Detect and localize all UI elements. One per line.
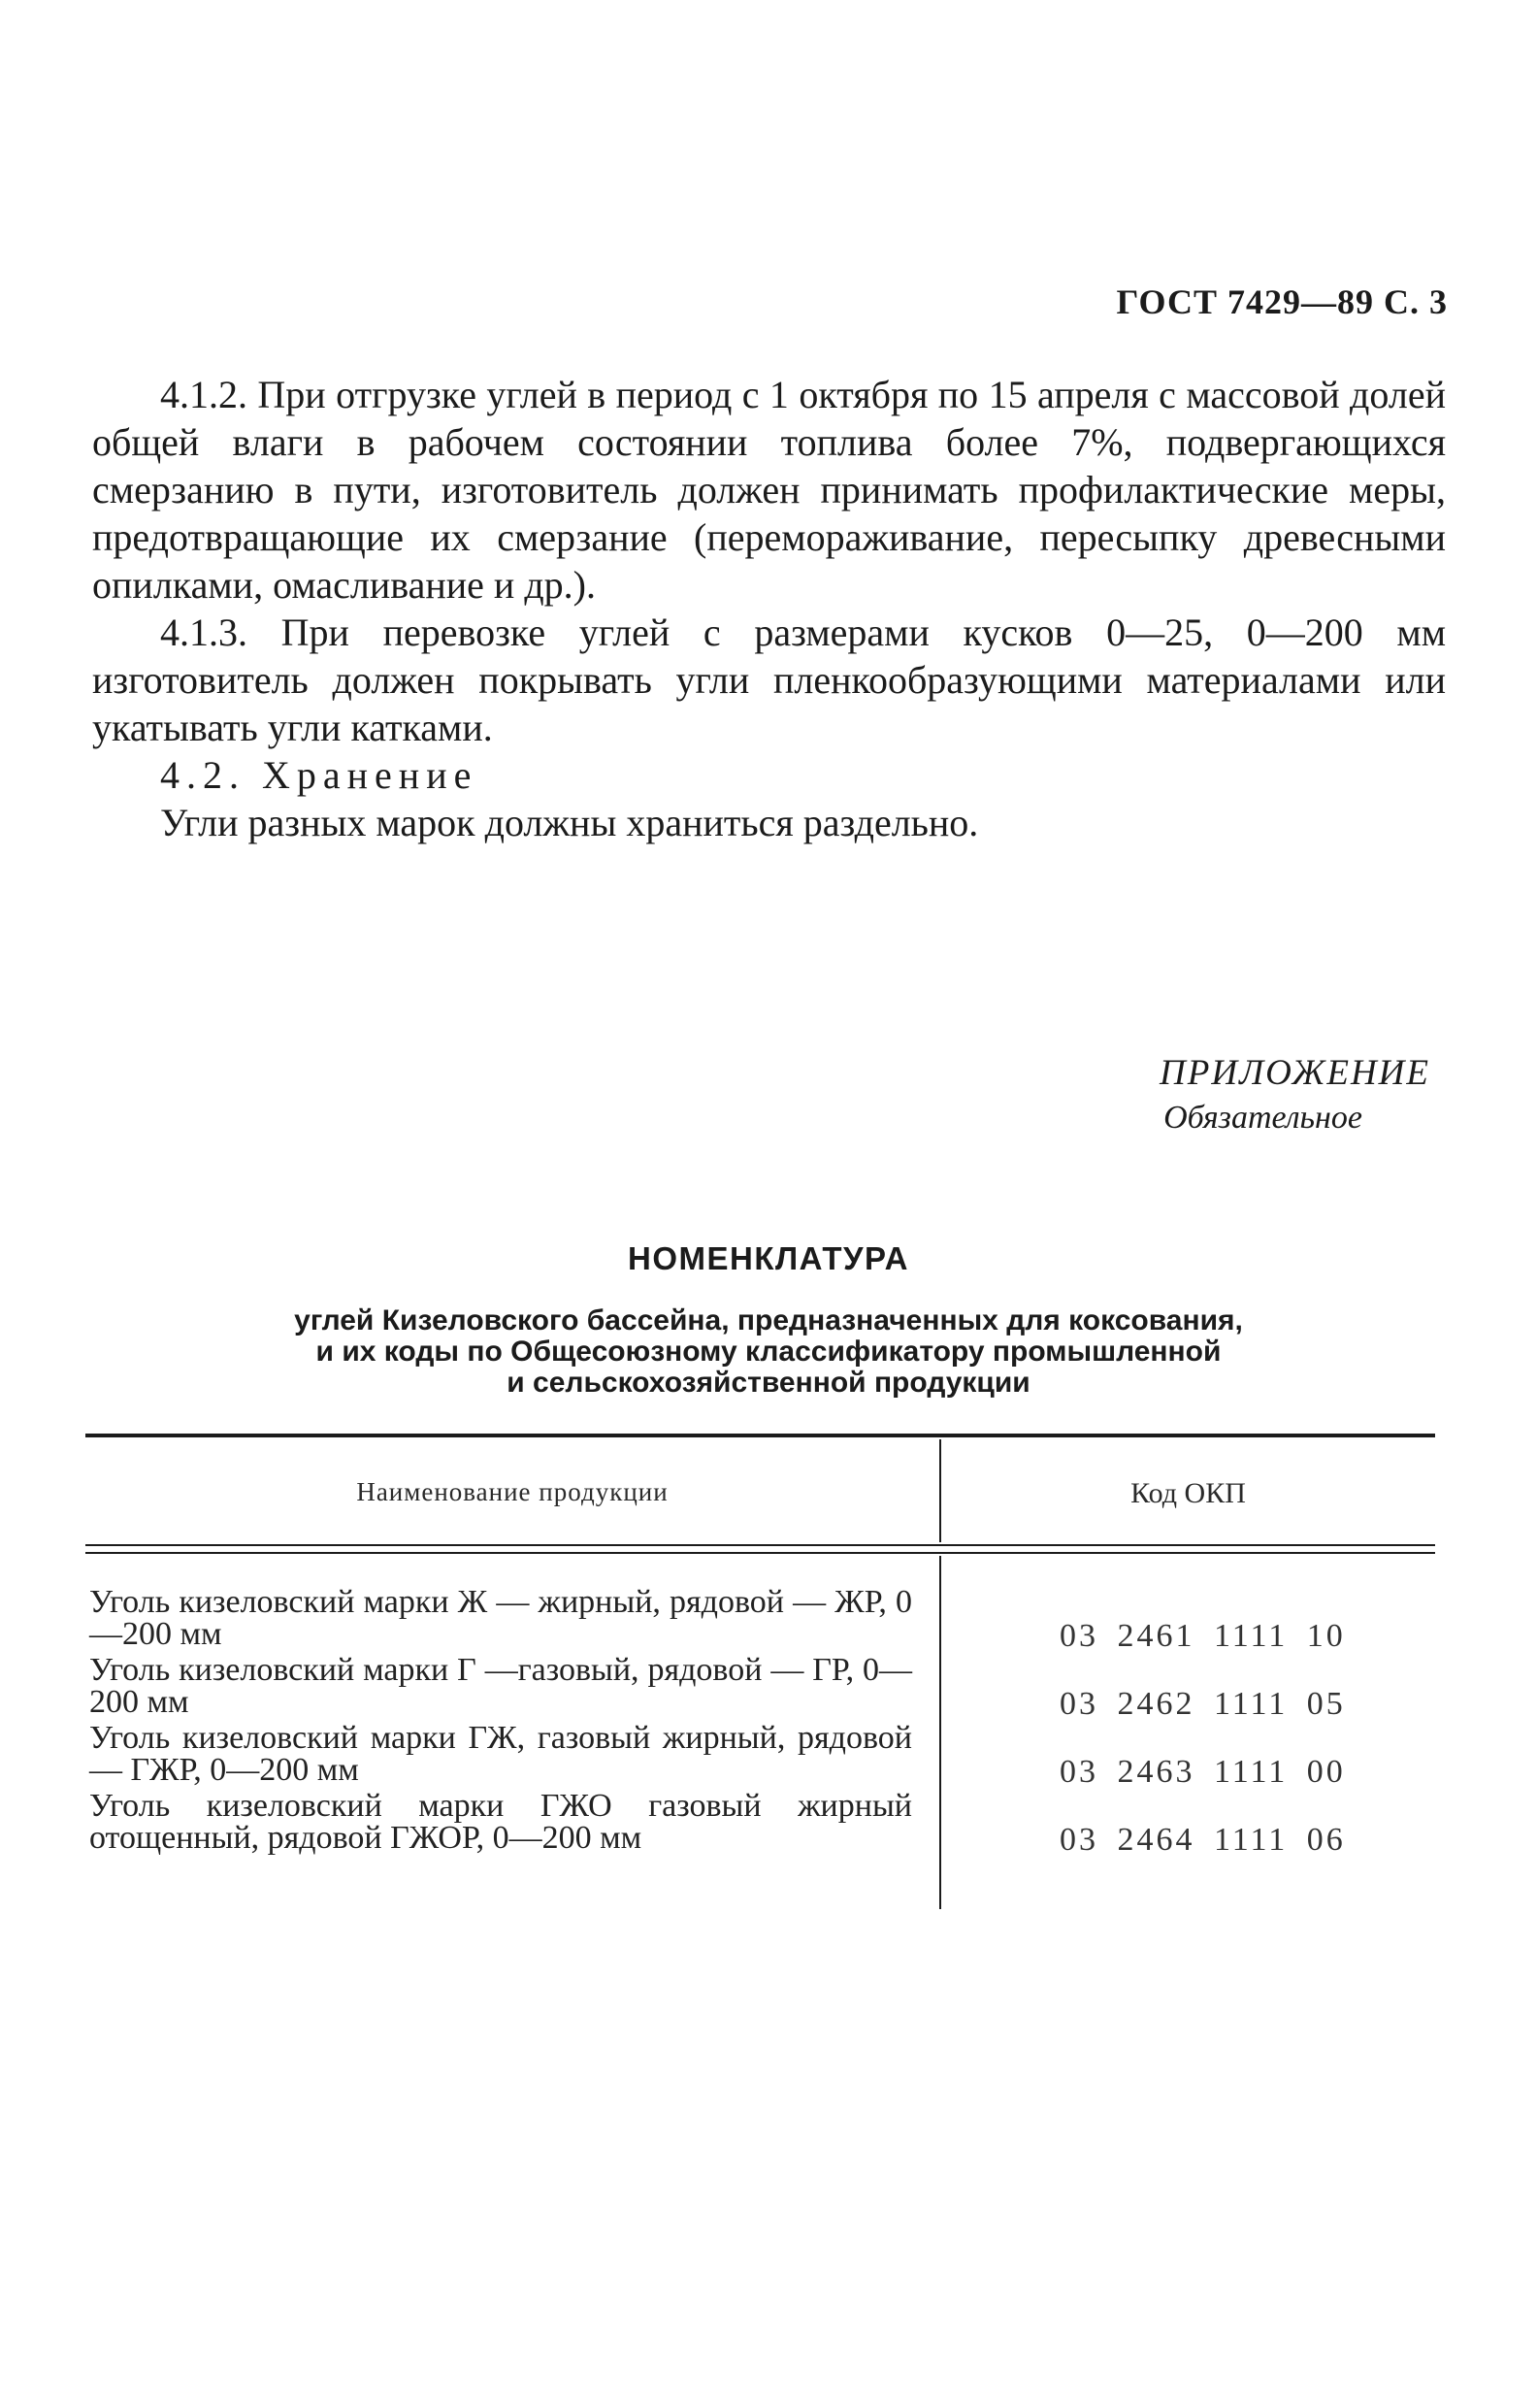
section-heading-storage: 4.2. Хранение (160, 753, 478, 797)
appendix-note: Обязательное (1163, 1100, 1362, 1136)
table-row (89, 1586, 1438, 1654)
paragraph-4-1-2: 4.1.2. При отгрузке углей в период с 1 октября по 15 апреля с массовой долей общей влаги в рабочем состоянии топлива более 7%, подвергающихся смерзанию в пути, изготовитель должен принимать профилактические меры, предотвращающие их смерзание (перемораживание, пересыпку древесными опилками, омасливание и др.). (92, 373, 1446, 607)
paragraph-4-1-3: 4.1.3. При перевозке углей с размерами кусков 0—25, 0—200 мм изготовитель должен покрывать угли пленкообразующими материалами или укатывать угли катками. (92, 610, 1446, 749)
body-text (92, 371, 1446, 846)
subtitle-line: углей Кизеловского бассейна, предназначенных для коксования, (294, 1304, 1243, 1336)
subtitle-line: и сельскохозяйственной продукции (507, 1367, 1030, 1399)
product-name: Уголь кизеловский марки Г —газовый, рядовой — ГР, 0—200 мм (89, 1652, 912, 1720)
paragraph-storage: Угли разных марок должны храниться раздельно. (160, 801, 979, 844)
product-name: Уголь кизеловский марки ГЖО газовый жирный отощенный, рядовой ГЖОР, 0—200 мм (89, 1788, 912, 1856)
column-header-name: Наименование продукции (356, 1477, 669, 1506)
table-top-rule (85, 1434, 1435, 1437)
table-body (89, 1586, 1438, 1858)
okp-code: 03 2463 1111 00 (1060, 1754, 1346, 1790)
subtitle-line: и их коды по Общесоюзному классификатору промышленной (315, 1336, 1222, 1368)
nomenclature-subtitle (0, 1305, 1537, 1399)
product-name: Уголь кизеловский марки ГЖ, газовый жирный, рядовой — ГЖР, 0—200 мм (89, 1720, 912, 1788)
table-row (89, 1790, 1438, 1858)
product-name: Уголь кизеловский марки Ж — жирный, рядовой — ЖР, 0—200 мм (89, 1584, 912, 1652)
okp-code: 03 2462 1111 05 (1060, 1686, 1346, 1722)
nomenclature-title: НОМЕНКЛАТУРА (628, 1240, 909, 1276)
table-header-rule (85, 1544, 1435, 1546)
column-header-code: Код ОКП (1130, 1477, 1246, 1509)
okp-code: 03 2461 1111 10 (1060, 1618, 1346, 1654)
page-header: ГОСТ 7429—89 С. 3 (1116, 282, 1448, 321)
table-row (89, 1722, 1438, 1790)
table-header-rule (85, 1552, 1435, 1554)
appendix-title: ПРИЛОЖЕНИЕ (1160, 1053, 1430, 1093)
table-row (89, 1654, 1438, 1722)
okp-code: 03 2464 1111 06 (1060, 1822, 1346, 1858)
